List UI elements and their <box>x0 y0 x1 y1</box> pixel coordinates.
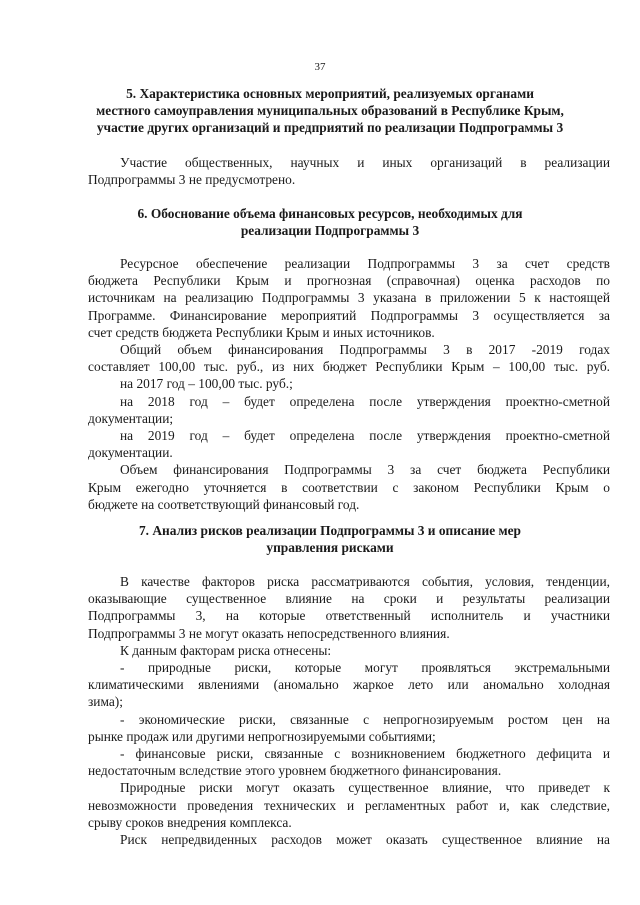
heading-line: 6. Обоснование объема финансовых ресурсов, необходимых для <box>137 206 523 221</box>
text-line: климатическими явлениями (аномально жаркое лето или аномально холодная <box>88 677 610 693</box>
text-line: - природные риски, которые могут проявляться экстремальными <box>120 660 610 676</box>
text-line: невозможности проведения технических и регламентных работ и, как следствие, <box>88 797 610 813</box>
text-line: В качестве факторов риска рассматриваются события, условия, тенденции, <box>120 574 610 589</box>
text-line: Подпрограммы 3 не могут оказать непосредственного влияния. <box>88 625 450 641</box>
text-line: на 2017 год – 100,00 тыс. руб.; <box>120 376 293 392</box>
heading-line: управления рисками <box>266 540 394 556</box>
heading-line: 5. Характеристика основных мероприятий, реализуемых органами <box>126 86 534 101</box>
paragraph <box>88 255 610 513</box>
text-line: рынке продаж или другими непрогнозируемыми событиями; <box>88 728 436 744</box>
text-line: недостаточным вследствие этого уровнем бюджетного финансирования. <box>88 763 502 779</box>
text-line: оказывающие существенное влияние на сроки и результаты реализации <box>88 591 610 607</box>
text-line: Объем финансирования Подпрограммы 3 за счет бюджета Республики <box>120 462 610 478</box>
text-line: на 2019 год – будет определена после утверждения проектно-сметной <box>120 428 610 444</box>
text-line: Ресурсное обеспечение реализации Подпрограммы 3 за счет средств <box>120 256 610 271</box>
text-line: Подпрограммы 3 не предусмотрено. <box>88 172 296 188</box>
text-line: бюджете на соответствующий финансовый год. <box>88 496 360 512</box>
text-line: составляет 100,00 тыс. руб., из них бюджет Республики Крым – 100,00 тыс. руб. <box>88 359 610 375</box>
text-line: - финансовые риски, связанные с возникновением бюджетного дефицита и <box>120 746 610 762</box>
heading-line: 7. Анализ рисков реализации Подпрограммы 3 и описание мер <box>138 523 522 538</box>
text-line: на 2018 год – будет определена после утверждения проектно-сметной <box>120 393 610 409</box>
text-line: бюджета Республики Крым и прогнозная (справочная) оценка расходов по <box>88 273 610 289</box>
text-line: Общий объем финансирования Подпрограммы 3 в 2017 -2019 годах <box>120 342 610 358</box>
paragraph <box>88 573 610 848</box>
section-6-heading <box>60 205 600 239</box>
text-line: документации; <box>88 410 174 426</box>
heading-line: местного самоуправления муниципальных образований в Республике Крым, <box>96 103 564 119</box>
paragraph <box>88 154 610 188</box>
heading-line: участие других организаций и предприятий по реализации Подпрограммы 3 <box>96 120 564 136</box>
section-7-heading <box>60 522 600 556</box>
text-line: источникам на реализацию Подпрограммы 3 указана в приложении 5 к настоящей <box>88 290 610 306</box>
text-line: К данным факторам риска отнесены: <box>120 642 332 658</box>
text-line: документации. <box>88 445 173 461</box>
text-line: Программе. Финансирование мероприятий Подпрограммы 3 осуществляется за <box>88 307 610 323</box>
text-line: Участие общественных, научных и иных организаций в реализации <box>120 155 610 170</box>
text-line: зима); <box>88 694 123 710</box>
text-line: срыву сроков внедрения комплекса. <box>88 814 292 830</box>
section-5-heading <box>60 85 600 137</box>
text-line: Риск непредвиденных расходов может оказать существенное влияние на <box>120 832 610 848</box>
text-line: счет средств бюджета Республики Крым и иных источников. <box>88 324 435 340</box>
page-number: 37 <box>314 61 326 73</box>
text-line: - экономические риски, связанные с непрогнозируемым ростом цен на <box>120 711 610 727</box>
text-line: Подпрограммы 3, на которые ответственный исполнитель и участники <box>88 608 610 624</box>
text-line: Природные риски могут оказать существенное влияние, что приведет к <box>120 780 610 796</box>
text-line: Крым ежегодно уточняется в соответствии с законом Республики Крым о <box>88 479 610 495</box>
heading-line: реализации Подпрограммы 3 <box>240 223 420 239</box>
